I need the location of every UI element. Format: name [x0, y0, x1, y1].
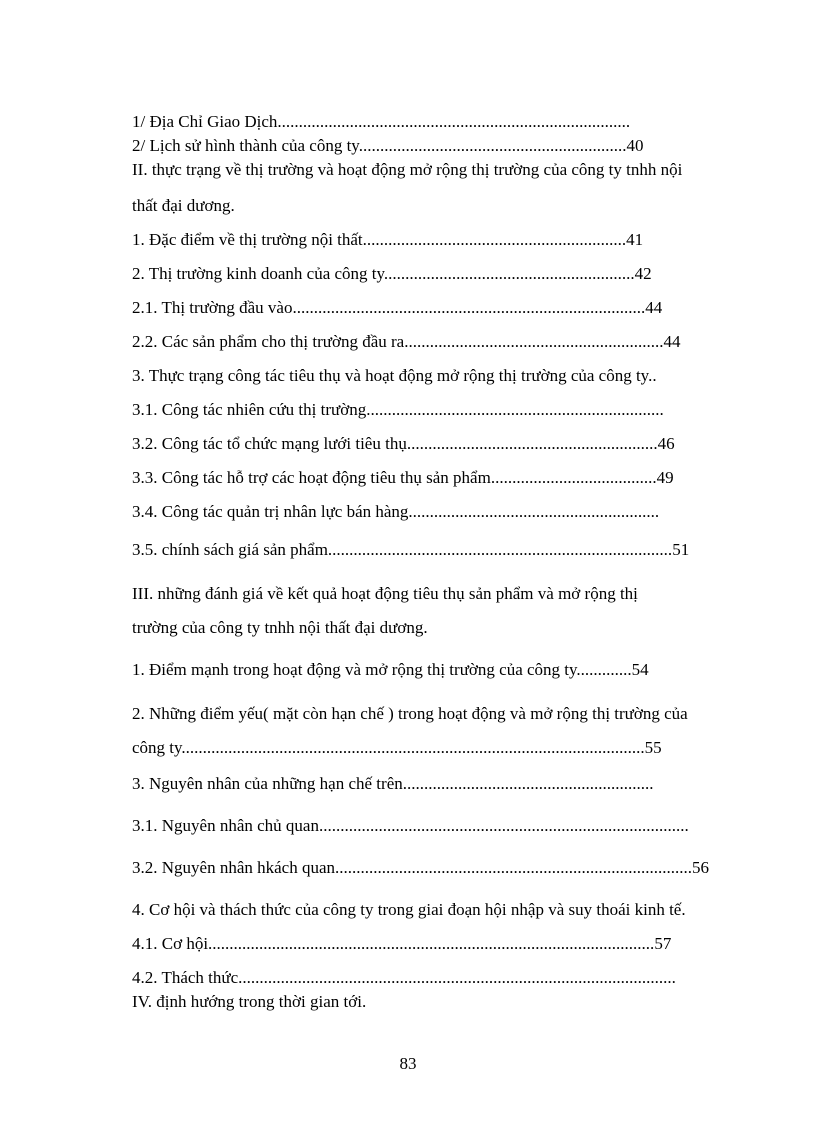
- toc-entry: [132, 159, 682, 181]
- toc-entry-page: 51: [672, 540, 690, 559]
- toc-entry-page: 40: [626, 136, 644, 155]
- toc-entry-text: 3. Thực trạng công tác tiêu thụ và hoạt động mở rộng thị trường của công ty..: [132, 366, 657, 385]
- toc-entry-page: 54: [631, 660, 649, 679]
- toc-entry: [132, 857, 709, 879]
- toc-entry: [132, 659, 649, 681]
- toc-entry: [132, 195, 235, 217]
- toc-entry-page: 55: [644, 738, 662, 757]
- toc-entry-page: 42: [634, 264, 652, 283]
- toc-entry: [132, 899, 686, 921]
- toc-entry: [132, 297, 662, 319]
- toc-entry-page: 46: [657, 434, 675, 453]
- toc-entry: [132, 583, 638, 605]
- toc-entry: [132, 433, 675, 455]
- toc-entry-text: 1. Đặc điểm về thị trường nội thất..............................................................: [132, 230, 627, 249]
- toc-entry: [132, 365, 657, 387]
- toc-entry: [132, 229, 643, 251]
- toc-entry-text: 2/ Lịch sử hình thành của công ty...............................................................: [132, 136, 627, 155]
- toc-entry: [132, 539, 689, 561]
- toc-entry-text: thất đại dương.: [132, 196, 235, 215]
- toc-entry: [132, 815, 689, 837]
- toc-entry-text: IV. định hướng trong thời gian tới.: [132, 992, 367, 1011]
- toc-entry-text: công ty.............................................................................................................: [132, 738, 645, 757]
- toc-entry: [132, 111, 630, 133]
- toc-entry-text: 2.2. Các sản phẩm cho thị trường đầu ra.............................................................: [132, 332, 664, 351]
- toc-entry-text: 3.2. Nguyên nhân hkách quan....................................................................................: [132, 858, 693, 877]
- toc-entry: [132, 135, 643, 157]
- toc-entry-text: 3.4. Công tác quản trị nhân lực bán hàng...........................................................: [132, 502, 660, 521]
- toc-entry-text: 1/ Địa Chỉ Giao Dịch...................................................................................: [132, 112, 631, 131]
- toc-entry: [132, 399, 664, 421]
- toc-entry-page: 57: [654, 934, 672, 953]
- toc-entry-text: 2.1. Thị trường đầu vào...................................................................................: [132, 298, 646, 317]
- toc-entry-text: trường của công ty tnhh nội thất đại dương.: [132, 618, 428, 637]
- toc-entry-text: 1. Điểm mạnh trong hoạt động và mở rộng thị trường của công ty.............: [132, 660, 632, 679]
- toc-entry: [132, 467, 674, 489]
- toc-entry-text: 4. Cơ hội và thách thức của công ty trong giai đoạn hội nhập và suy thoái kinh tế.: [132, 900, 686, 919]
- toc-entry: [132, 617, 428, 639]
- toc-entry-page: 44: [663, 332, 681, 351]
- toc-entry-text: 3. Nguyên nhân của những hạn chế trên...........................................................: [132, 774, 654, 793]
- toc-entry-page: 56: [692, 858, 710, 877]
- toc-entry: [132, 991, 366, 1013]
- toc-entry: [132, 933, 671, 955]
- toc-entry-page: 44: [645, 298, 663, 317]
- toc-entry-text: 3.2. Công tác tổ chức mạng lưới tiêu thụ...........................................................: [132, 434, 658, 453]
- toc-entry: [132, 501, 659, 523]
- toc-entry-text: 3.5. chính sách giá sản phẩm.................................................................................: [132, 540, 673, 559]
- toc-entry-text: 2. Thị trường kinh doanh của công ty...........................................................: [132, 264, 635, 283]
- toc-entry: [132, 737, 662, 759]
- page-number: 83: [399, 1054, 417, 1073]
- toc-entry-text: 3.1. Công tác nhiên cứu thị trường......................................................................: [132, 400, 664, 419]
- toc-entry-text: 3.1. Nguyên nhân chủ quan.......................................................................................: [132, 816, 689, 835]
- toc-entry-text: II. thực trạng về thị trường và hoạt động mở rộng thị trường của công ty tnhh nội: [132, 160, 683, 179]
- toc-entry-page: 49: [656, 468, 674, 487]
- toc-entry-text: 3.3. Công tác hỗ trợ các hoạt động tiêu thụ sản phẩm.......................................: [132, 468, 657, 487]
- toc-entry: [132, 263, 652, 285]
- toc-entry-text: 4.2. Thách thức.......................................................................................................: [132, 968, 676, 987]
- toc-entry: [132, 773, 654, 795]
- toc-entry-text: 2. Những điểm yếu( mặt còn hạn chế ) trong hoạt động và mở rộng thị trường của: [132, 704, 688, 723]
- toc-entry: [132, 331, 680, 353]
- toc-entry: [132, 703, 688, 725]
- toc-entry: [132, 967, 676, 989]
- toc-entry-text: III. những đánh giá về kết quả hoạt động tiêu thụ sản phẩm và mở rộng thị: [132, 584, 638, 603]
- toc-entry-text: 4.1. Cơ hội.........................................................................................................: [132, 934, 655, 953]
- toc-entry-page: 41: [626, 230, 644, 249]
